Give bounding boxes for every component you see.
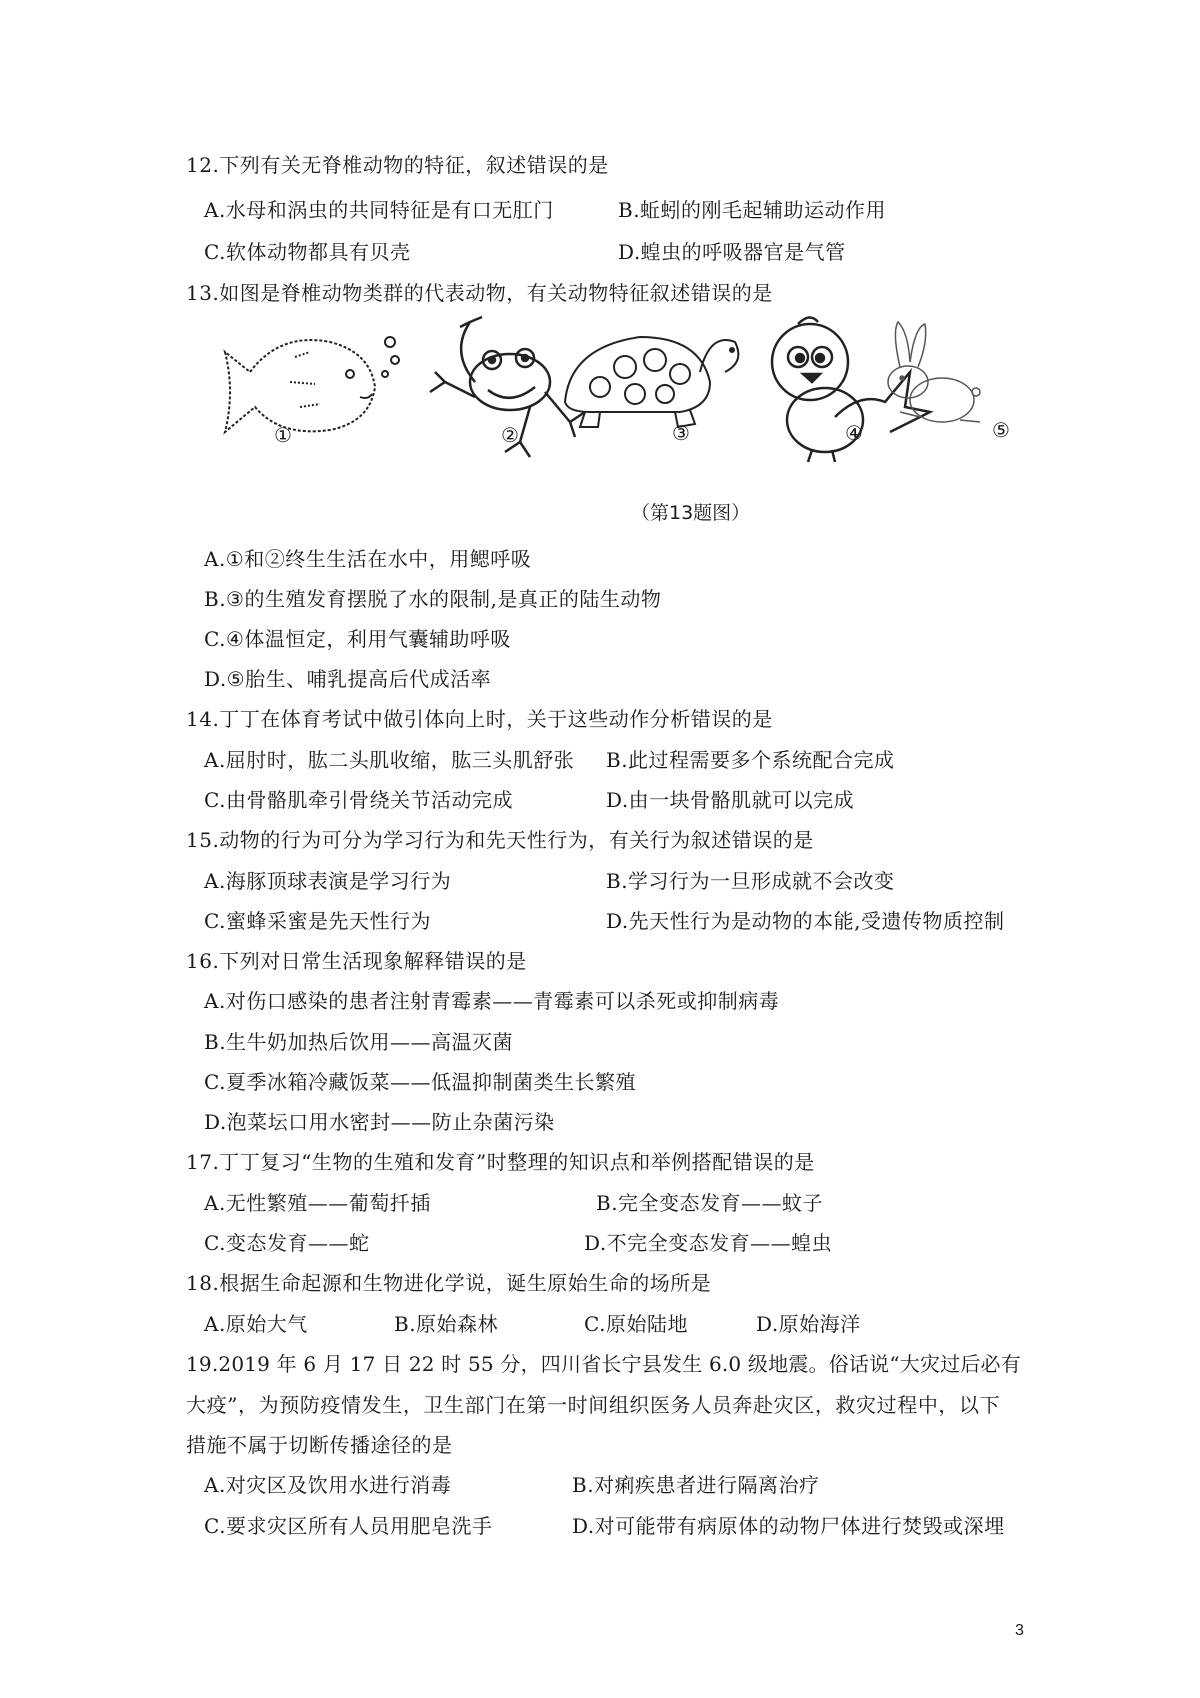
q17-option-a: A.无性繁殖——葡萄扦插 <box>204 1191 431 1215</box>
q15-option-d: D.先天性行为是动物的本能,受遗传物质控制 <box>606 909 1005 933</box>
q14-option-b: B.此过程需要多个系统配合完成 <box>606 748 895 772</box>
q19-option-b: B.对痢疾患者进行隔离治疗 <box>572 1473 820 1497</box>
q18-option-a: A.原始大气 <box>204 1312 308 1336</box>
q14-option-d: D.由一块骨骼肌就可以完成 <box>606 788 855 812</box>
q17-option-d: D.不完全变态发育——蝗虫 <box>584 1231 833 1255</box>
q13-stem: 13.如图是脊椎动物类群的代表动物，有关动物特征叙述错误的是 <box>186 281 773 305</box>
q17-option-c: C.变态发育——蛇 <box>204 1231 370 1255</box>
q14-stem: 14.丁丁在体育考试中做引体向上时，关于这些动作分析错误的是 <box>186 707 773 731</box>
q16-option-d: D.泡菜坛口用水密封——防止杂菌污染 <box>204 1110 555 1134</box>
q19-stem-line-3: 措施不属于切断传播途径的是 <box>186 1433 453 1457</box>
q19-stem-line-2: 大疫”，为预防疫情发生，卫生部门在第一时间组织医务人员奔赴灾区，救灾过程中，以下 <box>186 1393 1001 1417</box>
rabbit-illustration <box>888 322 980 422</box>
q16-option-a: A.对伤口感染的患者注射青霉素——青霉素可以杀死或抑制病毒 <box>204 989 780 1013</box>
q16-option-c: C.夏季冰箱冷藏饭菜——低温抑制菌类生长繁殖 <box>204 1070 636 1094</box>
q12-option-d: D.蝗虫的呼吸器官是气管 <box>618 240 846 264</box>
animal-figure <box>220 312 1060 492</box>
q18-option-d: D.原始海洋 <box>756 1312 861 1336</box>
q16-stem: 16.下列对日常生活现象解释错误的是 <box>186 949 527 973</box>
figure-label-4: ④ <box>845 421 863 445</box>
figure-caption: （第13题图） <box>631 502 751 524</box>
q13-option-b: B.③的生殖发育摆脱了水的限制,是真正的陆生动物 <box>204 587 662 611</box>
q15-option-c: C.蜜蜂采蜜是先天性行为 <box>204 909 431 933</box>
q18-option-c: C.原始陆地 <box>584 1312 688 1336</box>
fish-illustration <box>225 337 399 432</box>
q17-option-b: B.完全变态发育——蚊子 <box>596 1191 824 1215</box>
q13-option-a: A.①和②终生生活在水中，用鳃呼吸 <box>204 547 532 571</box>
page-number: 3 <box>1015 1622 1024 1639</box>
q17-stem: 17.丁丁复习“生物的生殖和发育”时整理的知识点和举例搭配错误的是 <box>186 1150 815 1174</box>
q16-option-b: B.生牛奶加热后饮用——高温灭菌 <box>204 1030 514 1054</box>
q15-stem: 15.动物的行为可分为学习行为和先天性行为，有关行为叙述错误的是 <box>186 828 814 852</box>
q19-option-a: A.对灾区及饮用水进行消毒 <box>204 1473 452 1497</box>
q19-option-c: C.要求灾区所有人员用肥皂洗手 <box>204 1514 493 1538</box>
q18-stem: 18.根据生命起源和生物进化学说，诞生原始生命的场所是 <box>186 1271 712 1295</box>
figure-label-1: ① <box>274 423 292 447</box>
q15-option-b: B.学习行为一旦形成就不会改变 <box>606 869 895 893</box>
q12-option-c: C.软体动物都具有贝壳 <box>204 240 411 264</box>
q19-stem-line-1: 19.2019 年 6 月 17 日 22 时 55 分，四川省长宁县发生 6.0 级地震。俗话说“大灾过后必有 <box>186 1352 1021 1376</box>
figure-label-3: ③ <box>672 421 690 445</box>
q13-option-c: C.④体温恒定，利用气囊辅助呼吸 <box>204 627 511 651</box>
q15-option-a: A.海豚顶球表演是学习行为 <box>204 869 452 893</box>
q12-option-a: A.水母和涡虫的共同特征是有口无肛门 <box>204 198 554 222</box>
figure-label-2: ② <box>501 423 519 447</box>
q12-stem: 12.下列有关无脊椎动物的特征，叙述错误的是 <box>186 153 609 177</box>
turtle-illustration <box>565 337 738 427</box>
q13-option-d: D.⑤胎生、哺乳提高后代成活率 <box>204 667 492 691</box>
figure-label-5: ⑤ <box>992 418 1010 442</box>
q19-option-d: D.对可能带有病原体的动物尸体进行焚毁或深埋 <box>572 1514 1005 1538</box>
q18-option-b: B.原始森林 <box>394 1312 499 1336</box>
q14-option-c: C.由骨骼肌牵引骨绕关节活动完成 <box>204 788 513 812</box>
q14-option-a: A.屈肘时，肱二头肌收缩，肱三头肌舒张 <box>204 748 575 772</box>
animal-figure-drawing <box>220 312 1060 492</box>
q12-option-b: B.蚯蚓的刚毛起辅助运动作用 <box>618 198 887 222</box>
